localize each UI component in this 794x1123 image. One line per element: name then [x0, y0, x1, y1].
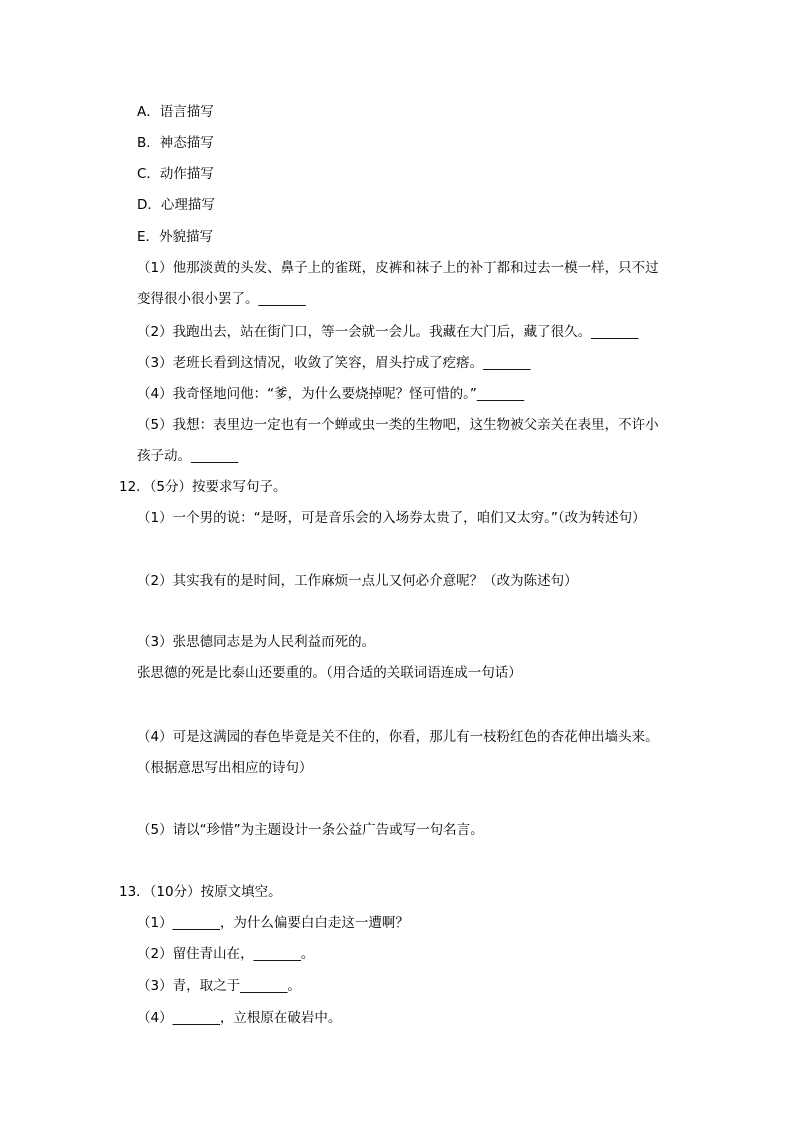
q13-title: 13．（10分）按原文填空。: [119, 884, 282, 900]
q13-item-4: （4）_______，立根原在破岩中。: [137, 1010, 342, 1026]
option-e: E．外貌描写: [137, 229, 214, 245]
q12-item-3-cont: 张思德的死是比泰山还要重的。（用合适的关联词语连成一句话）: [137, 665, 522, 681]
q12-item-3: （3）张思德同志是为人民利益而死的。: [137, 634, 376, 650]
q12-item-4-cont: （根据意思写出相应的诗句）: [137, 760, 313, 776]
q11-item-2: （2）我跑出去，站在街门口，等一会就一会儿。我藏在大门后，藏了很久。_______: [137, 324, 639, 340]
q11-item-5-cont: 孩子动。_______: [137, 448, 239, 464]
option-c: C．动作描写: [137, 166, 214, 182]
q12-title: 12．（5分）按要求写句子。: [119, 479, 287, 495]
option-a: A．语言描写: [137, 104, 214, 120]
q12-item-4: （4）可是这满园的春色毕竟是关不住的，你看，那儿有一枝粉红色的杏花伸出墙头来。: [137, 729, 659, 745]
q12-item-1: （1）一个男的说：“是呀，可是音乐会的入场券太贵了，咱们又太穷。”（改为转述句）: [137, 510, 646, 526]
q11-item-5: （5）我想：表里边一定也有一个蝉或虫一类的生物吧，这生物被父亲关在表里，不许小: [137, 417, 659, 433]
option-b: B．神态描写: [137, 135, 214, 151]
q12-item-5: （5）请以“珍惜”为主题设计一条公益广告或写一句名言。: [137, 822, 484, 838]
q12-item-2: （2）其实我有的是时间，工作麻烦一点儿又何必介意呢？（改为陈述句）: [137, 573, 578, 589]
q13-item-1: （1）_______，为什么偏要白白走这一遭啊？: [137, 915, 409, 931]
q11-item-1: （1）他那淡黄的头发、鼻子上的雀斑，皮裤和袜子上的补丁都和过去一模一样，只不过: [137, 260, 659, 276]
q11-item-1-cont: 变得很小很小罢了。_______: [137, 291, 306, 307]
q11-item-4: （4）我奇怪地问他：“爹，为什么要烧掉呢？怪可惜的。”_______: [137, 386, 525, 402]
q13-item-2: （2）留住青山在，_______。: [137, 946, 315, 962]
option-d: D．心理描写: [137, 197, 215, 213]
q11-item-3: （3）老班长看到这情况，收敛了笑容，眉头拧成了疙瘩。_______: [137, 355, 531, 371]
q13-item-3: （3）青，取之于_______。: [137, 978, 301, 994]
